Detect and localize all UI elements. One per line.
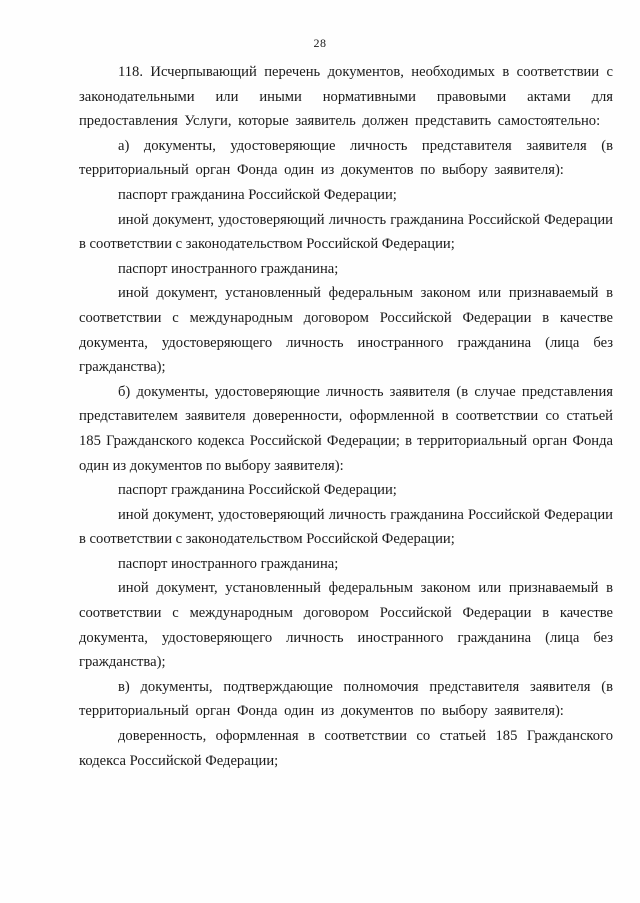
- paragraph-other-id-foreign: иной документ, установленный федеральным законом или признаваемый в соответствии с международным договором Российской Федерации в качестве документа, удостоверяющего личность иностранного гражданина (лица без гражданства);: [79, 285, 613, 376]
- paragraph-other-id-rf: иной документ, удостоверяющий личность гражданина Российской Федерации в соответствии с законодательством Российской Федерации;: [79, 211, 613, 253]
- paragraph-item-v: в) документы, подтверждающие полномочия представителя заявителя (в территориальный орган Фонда один из документов по выбору заявителя):: [79, 678, 613, 720]
- paragraph-item-a: а) документы, удостоверяющие личность представителя заявителя (в территориальный орган Фонда один из документов по выбору заявителя):: [79, 137, 613, 179]
- paragraph-passport-foreign-2: паспорт иностранного гражданина;: [118, 555, 339, 572]
- document-body: [79, 60, 613, 773]
- paragraph-passport-foreign: паспорт иностранного гражданина;: [118, 260, 339, 277]
- paragraph-passport-rf-2: паспорт гражданина Российской Федерации;: [118, 482, 397, 499]
- paragraph-other-id-rf-2: иной документ, удостоверяющий личность гражданина Российской Федерации в соответствии с законодательством Российской Федерации;: [79, 506, 613, 548]
- paragraph-118-intro: 118. Исчерпывающий перечень документов, необходимых в соответствии с законодательными или иными нормативными правовыми актами для предоставления Услуги, которые заявитель должен представить самостоятельно:: [79, 64, 613, 130]
- paragraph-other-id-foreign-2: иной документ, установленный федеральным законом или признаваемый в соответствии с международным договором Российской Федерации в качестве документа, удостоверяющего личность иностранного гражданина (лица без гражданства);: [79, 580, 613, 671]
- paragraph-item-b: б) документы, удостоверяющие личность заявителя (в случае представления представителем заявителя доверенности, оформленной в соответствии со статьей 185 Гражданского кодекса Российской Федерации; в территориальный орган Фонда один из документов по выбору заявителя):: [79, 383, 613, 474]
- paragraph-power-of-attorney: доверенность, оформленная в соответствии со статьей 185 Гражданского кодекса Российской Федерации;: [79, 728, 613, 769]
- page-number: 28: [313, 36, 327, 50]
- paragraph-passport-rf: паспорт гражданина Российской Федерации;: [118, 186, 397, 203]
